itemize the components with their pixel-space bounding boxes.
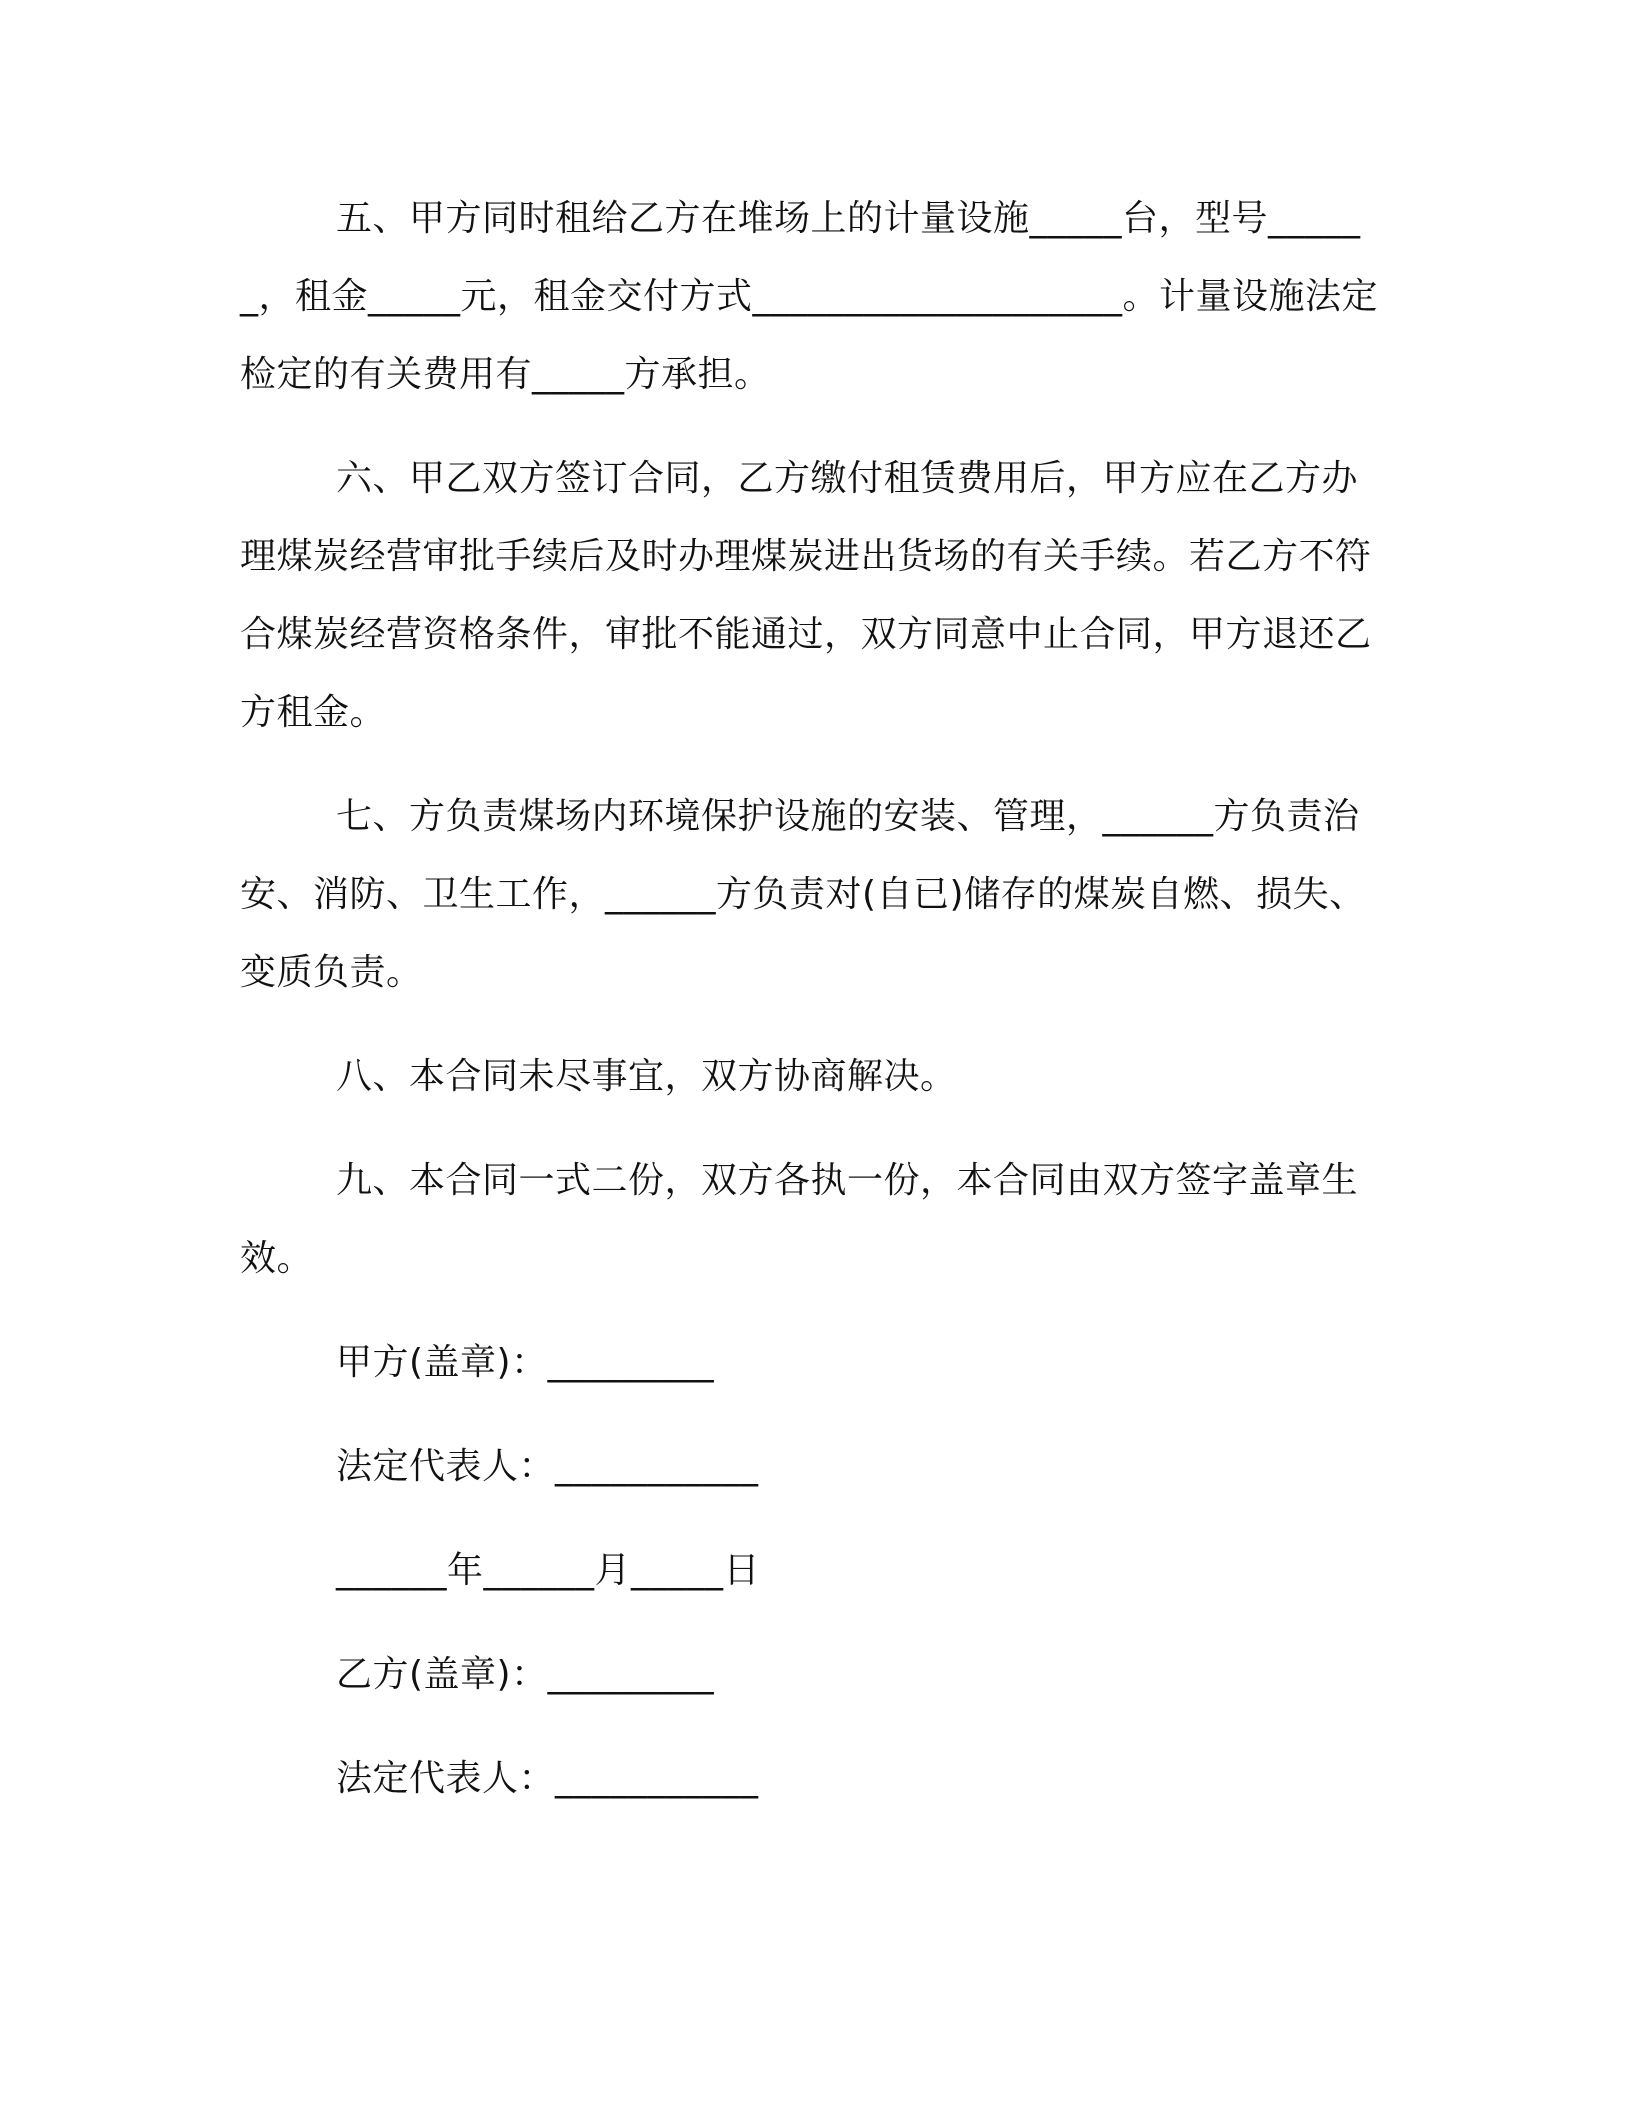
clause-6: 六、甲乙双方签订合同，乙方缴付租赁费用后，甲方应在乙方办理煤炭经营审批手续后及时办理煤炭进出货场的有关手续。若乙方不符合煤炭经营资格条件，审批不能通过，双方同意中止合同，甲方退还乙方租金。 <box>240 458 1372 733</box>
clause-7: 七、方负责煤场内环境保护设施的安装、管理，______方负责治安、消防、卫生工作，______方负责对(自已)储存的煤炭自燃、损失、变质负责。 <box>240 796 1366 993</box>
party-b-seal-line: 乙方(盖章)：_________ <box>336 1654 715 1695</box>
date-line: ______年______月_____日 <box>336 1550 760 1591</box>
party-a-representative-line: 法定代表人：___________ <box>336 1446 759 1487</box>
party-a-seal-line: 甲方(盖章)：_________ <box>336 1342 715 1383</box>
clause-8: 八、本合同未尽事宜，双方协商解决。 <box>336 1056 957 1097</box>
clause-9: 九、本合同一式二份，双方各执一份，本合同由双方签字盖章生效。 <box>240 1160 1359 1279</box>
document-body <box>240 180 1380 1844</box>
party-b-representative-line: 法定代表人：___________ <box>336 1758 759 1799</box>
clause-5: 五、甲方同时租给乙方在堆场上的计量设施_____台，型号______，租金_____元，租金交付方式____________________。计量设施法定检定的有关费用有_____方承担。 <box>240 198 1379 395</box>
